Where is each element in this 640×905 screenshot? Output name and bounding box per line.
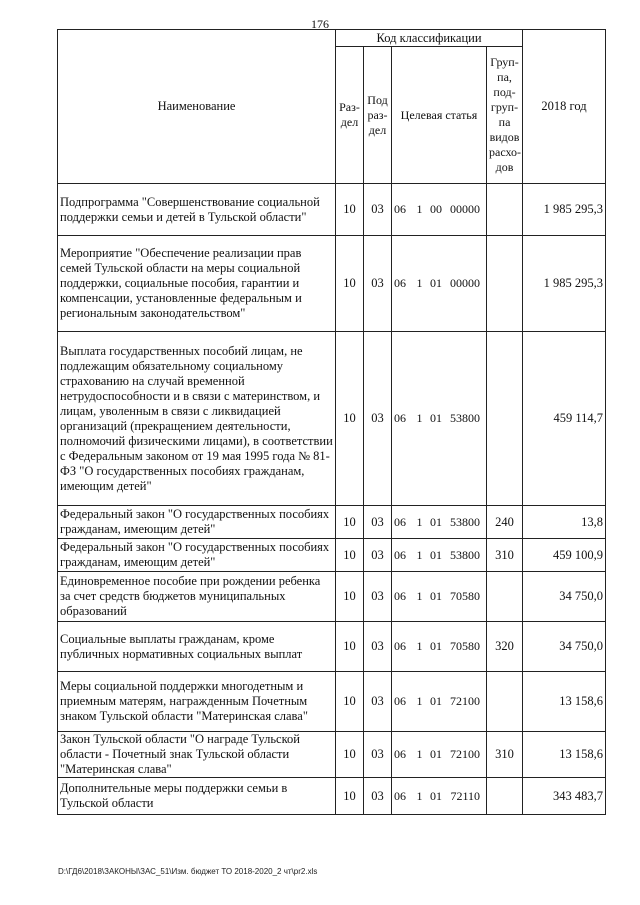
- table-row: [58, 332, 606, 506]
- row-name: Выплата государственных пособий лицам, не подлежащим обязательному социальному страхованию на случай временной нетрудоспособности и в связи с материнством, и лицам, уволенным в связи с ликвидацией организаций (прекращением деятельности, полномочий физическими лицами), в соответствии с Федеральным законом от 19 мая 1995 года № 81-ФЗ "О государственных пособиях гражданам, имеющим детей": [58, 332, 336, 506]
- row-subsection: 03: [364, 506, 392, 539]
- target-direction: 53800: [450, 514, 480, 529]
- row-amount: 343 483,7: [523, 778, 606, 815]
- target-program: 06: [394, 276, 406, 290]
- row-subsection: 03: [364, 622, 392, 672]
- row-target: [392, 732, 487, 778]
- row-name: Подпрограмма "Совершенствование социальной поддержки семьи и детей в Тульской области": [58, 184, 336, 236]
- target-subprogram: 1: [416, 747, 423, 761]
- table-body: [58, 184, 606, 815]
- target-program: 06: [394, 694, 406, 708]
- row-section: 10: [336, 236, 364, 332]
- row-name: Федеральный закон "О государственных пособиях гражданам, имеющим детей": [58, 539, 336, 572]
- row-amount: 13,8: [523, 506, 606, 539]
- target-program: 06: [394, 202, 406, 216]
- target-measure: 01: [430, 747, 442, 761]
- row-subsection: 03: [364, 184, 392, 236]
- table-row: [58, 184, 606, 236]
- target-subprogram: 1: [416, 547, 423, 562]
- row-target: [392, 622, 487, 672]
- row-amount: 34 750,0: [523, 622, 606, 672]
- target-program: 06: [394, 514, 406, 529]
- row-subsection: 03: [364, 732, 392, 778]
- header-year: 2018 год: [523, 30, 606, 184]
- row-section: 10: [336, 572, 364, 622]
- header-target: Целевая статья: [392, 47, 487, 184]
- row-target: [392, 236, 487, 332]
- row-subsection: 03: [364, 236, 392, 332]
- row-subsection: 03: [364, 672, 392, 732]
- row-group: [487, 572, 523, 622]
- target-subprogram: 1: [416, 276, 423, 290]
- row-amount: 1 985 295,3: [523, 236, 606, 332]
- row-section: 10: [336, 539, 364, 572]
- target-direction: 70580: [450, 639, 480, 653]
- table-row: [58, 778, 606, 815]
- target-direction: 72100: [450, 747, 480, 761]
- row-target: [392, 539, 487, 572]
- row-section: 10: [336, 506, 364, 539]
- target-program: 06: [394, 411, 406, 425]
- target-program: 06: [394, 589, 406, 603]
- row-group: 310: [487, 539, 523, 572]
- table-row: [58, 572, 606, 622]
- row-group: 310: [487, 732, 523, 778]
- target-measure: 00: [430, 202, 442, 216]
- target-direction: 72110: [450, 788, 480, 803]
- row-subsection: 03: [364, 539, 392, 572]
- page-number: 176: [311, 17, 329, 31]
- row-group: [487, 778, 523, 815]
- row-section: 10: [336, 622, 364, 672]
- row-group: [487, 672, 523, 732]
- row-section: 10: [336, 778, 364, 815]
- row-group: [487, 236, 523, 332]
- row-group: 320: [487, 622, 523, 672]
- target-direction: 00000: [450, 276, 480, 290]
- row-target: [392, 184, 487, 236]
- row-amount: 459 100,9: [523, 539, 606, 572]
- row-target: [392, 572, 487, 622]
- row-name: Единовременное пособие при рождении ребенка за счет средств бюджетов муниципальных образований: [58, 572, 336, 622]
- file-path-footer: D:\ГД6\2018\ЗАКОНЫ\ЗАС_51\Изм. бюджет ТО 2018-2020_2 чт\pr2.xls: [58, 867, 318, 876]
- target-measure: 01: [430, 411, 442, 425]
- row-amount: 13 158,6: [523, 732, 606, 778]
- target-subprogram: 1: [416, 589, 423, 603]
- target-subprogram: 1: [416, 694, 423, 708]
- target-measure: 01: [430, 589, 442, 603]
- row-name: Мероприятие "Обеспечение реализации прав семей Тульской области на меры социальной поддержки, социальные пособия, гарантии и компенсации, установленные федеральным и региональным законодательством": [58, 236, 336, 332]
- target-subprogram: 1: [416, 788, 423, 803]
- row-amount: 1 985 295,3: [523, 184, 606, 236]
- header-name: Наименование: [58, 30, 336, 184]
- header-section: Раз- дел: [336, 47, 364, 184]
- row-subsection: 03: [364, 778, 392, 815]
- header-group: Груп- па, под- груп- па видов расхо- дов: [487, 47, 523, 184]
- target-subprogram: 1: [416, 202, 423, 216]
- target-direction: 72100: [450, 694, 480, 708]
- target-program: 06: [394, 639, 406, 653]
- header-subsection: Под раз- дел: [364, 47, 392, 184]
- target-measure: 01: [430, 276, 442, 290]
- target-direction: 53800: [450, 411, 480, 425]
- target-program: 06: [394, 547, 406, 562]
- row-name: Меры социальной поддержки многодетным и приемным матерям, награжденным Почетным знаком Тульской области "Материнская слава": [58, 672, 336, 732]
- table-row: [58, 622, 606, 672]
- target-direction: 00000: [450, 202, 480, 216]
- row-amount: 34 750,0: [523, 572, 606, 622]
- table-row: [58, 539, 606, 572]
- row-subsection: 03: [364, 572, 392, 622]
- row-section: 10: [336, 672, 364, 732]
- target-program: 06: [394, 747, 406, 761]
- row-target: [392, 778, 487, 815]
- row-target: [392, 332, 487, 506]
- row-section: 10: [336, 184, 364, 236]
- target-measure: 01: [430, 514, 442, 529]
- row-name: Социальные выплаты гражданам, кроме публичных нормативных социальных выплат: [58, 622, 336, 672]
- row-name: Федеральный закон "О государственных пособиях гражданам, имеющим детей": [58, 506, 336, 539]
- row-amount: 13 158,6: [523, 672, 606, 732]
- budget-table: [57, 29, 606, 815]
- target-measure: 01: [430, 694, 442, 708]
- row-section: 10: [336, 732, 364, 778]
- table-row: [58, 672, 606, 732]
- table-row: [58, 506, 606, 539]
- row-amount: 459 114,7: [523, 332, 606, 506]
- target-measure: 01: [430, 547, 442, 562]
- target-subprogram: 1: [416, 639, 423, 653]
- row-subsection: 03: [364, 332, 392, 506]
- row-name: Закон Тульской области "О награде Тульской области - Почетный знак Тульской области "Материнская слава": [58, 732, 336, 778]
- table-header: [58, 30, 606, 184]
- row-section: 10: [336, 332, 364, 506]
- row-target: [392, 506, 487, 539]
- target-program: 06: [394, 788, 406, 803]
- target-direction: 70580: [450, 589, 480, 603]
- target-measure: 01: [430, 788, 442, 803]
- table-row: [58, 236, 606, 332]
- target-measure: 01: [430, 639, 442, 653]
- target-direction: 53800: [450, 547, 480, 562]
- target-subprogram: 1: [416, 514, 423, 529]
- row-group: [487, 184, 523, 236]
- row-target: [392, 672, 487, 732]
- row-group: [487, 332, 523, 506]
- row-group: 240: [487, 506, 523, 539]
- target-subprogram: 1: [416, 411, 423, 425]
- header-code: Код классификации: [336, 30, 523, 47]
- row-name: Дополнительные меры поддержки семьи в Тульской области: [58, 778, 336, 815]
- table-row: [58, 732, 606, 778]
